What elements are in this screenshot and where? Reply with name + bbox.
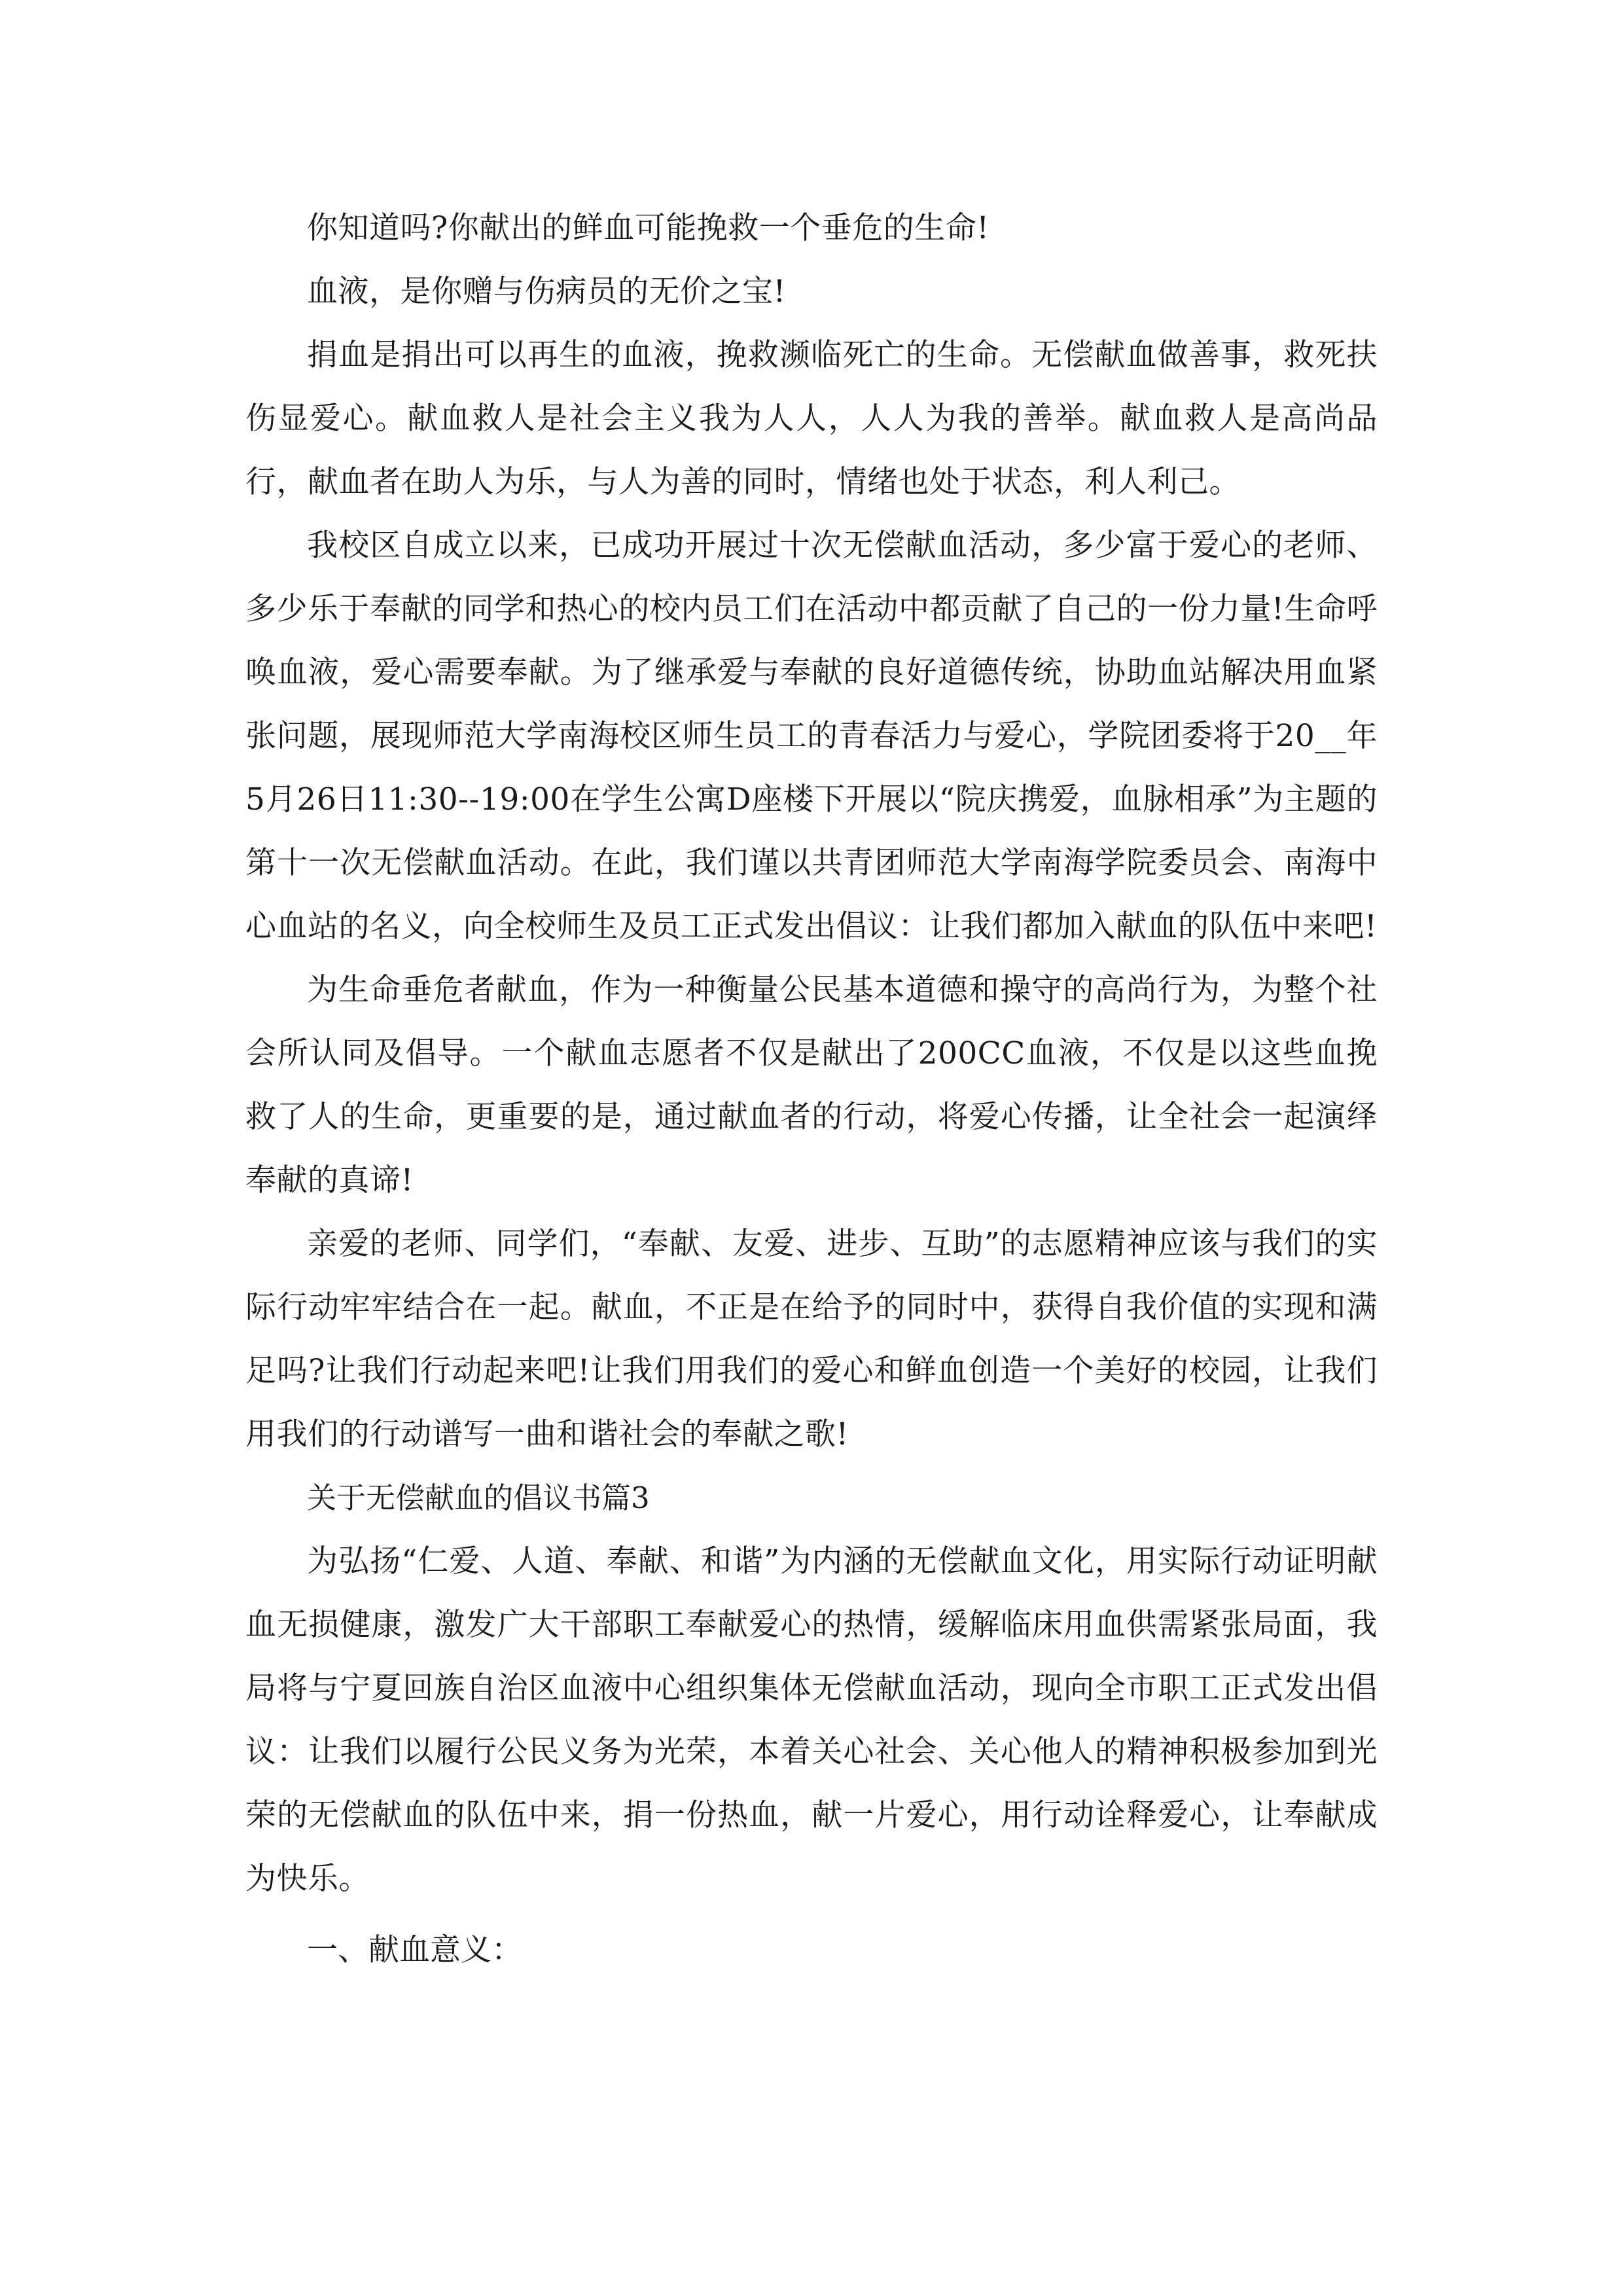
paragraph-proposal-3: 为弘扬“仁爱、人道、奉献、和谐”为内涵的无偿献血文化，用实际行动证明献血无损健康，激发广大干部职工奉献爱心的热情，缓解临床用血供需紧张局面，我局将与宁夏回族自治区血液中心组织集体无偿献血活动，现向全市职工正式发出倡议：让我们以履行公民义务为光荣，本着关心社会、关心他人的精神积极参加到光荣的无偿献血的队伍中来，捐一份热血，献一片爱心，用行动诠释爱心，让奉献成为快乐。 (245, 1543, 1378, 1897)
paragraph-donation-meaning: 捐血是捐出可以再生的血液，挽救濒临死亡的生命。无偿献血做善事，救死扶伤显爱心。献血救人是社会主义我为人人，人人为我的善举。献血救人是高尚品行，献血者在助人为乐，与人为善的同时，情绪也处于状态，利人利己。 (245, 337, 1378, 500)
paragraph-intro-question: 你知道吗?你献出的鲜血可能挽救一个垂危的生命! (307, 210, 990, 246)
paragraph-blood-treasure: 血液，是你赠与伤病员的无价之宝! (307, 274, 786, 310)
section-heading: 关于无偿献血的倡议书篇3 (307, 1480, 650, 1515)
paragraph-campus-activity: 我校区自成立以来，已成功开展过十次无偿献血活动，多少富于爱心的老师、多少乐于奉献的同学和热心的校内员工们在活动中都贡献了自己的一份力量!生命呼唤血液，爱心需要奉献。为了继承爱与奉献的良好道德传统，协助血站解决用血紧张问题，展现师范大学南海校区师生员工的青春活力与爱心，学院团委将于20__年5月26日11:30--19:00在学生公寓D座楼下开展以“院庆携爱，血脉相承”为主题的第十一次无偿献血活动。在此，我们谨以共青团师范大学南海学院委员会、南海中心血站的名义，向全校师生及员工正式发出倡议：让我们都加入献血的队伍中来吧! (245, 528, 1378, 944)
document-page (245, 196, 1378, 1982)
paragraph-noble-act: 为生命垂危者献血，作为一种衡量公民基本道德和操守的高尚行为，为整个社会所认同及倡导。一个献血志愿者不仅是献出了200CC血液，不仅是以这些血挽救了人的生命，更重要的是，通过献血者的行动，将爱心传播，让全社会一起演绎奉献的真谛! (245, 972, 1378, 1198)
paragraph-call-to-action: 亲爱的老师、同学们，“奉献、友爱、进步、互助”的志愿精神应该与我们的实际行动牢牢结合在一起。献血，不正是在给予的同时中，获得自我价值的实现和满足吗?让我们行动起来吧!让我们用我们的爱心和鲜血创造一个美好的校园，让我们用我们的行动谱写一曲和谐社会的奉献之歌! (245, 1226, 1378, 1452)
subsection-title: 一、献血意义： (307, 1932, 522, 1968)
